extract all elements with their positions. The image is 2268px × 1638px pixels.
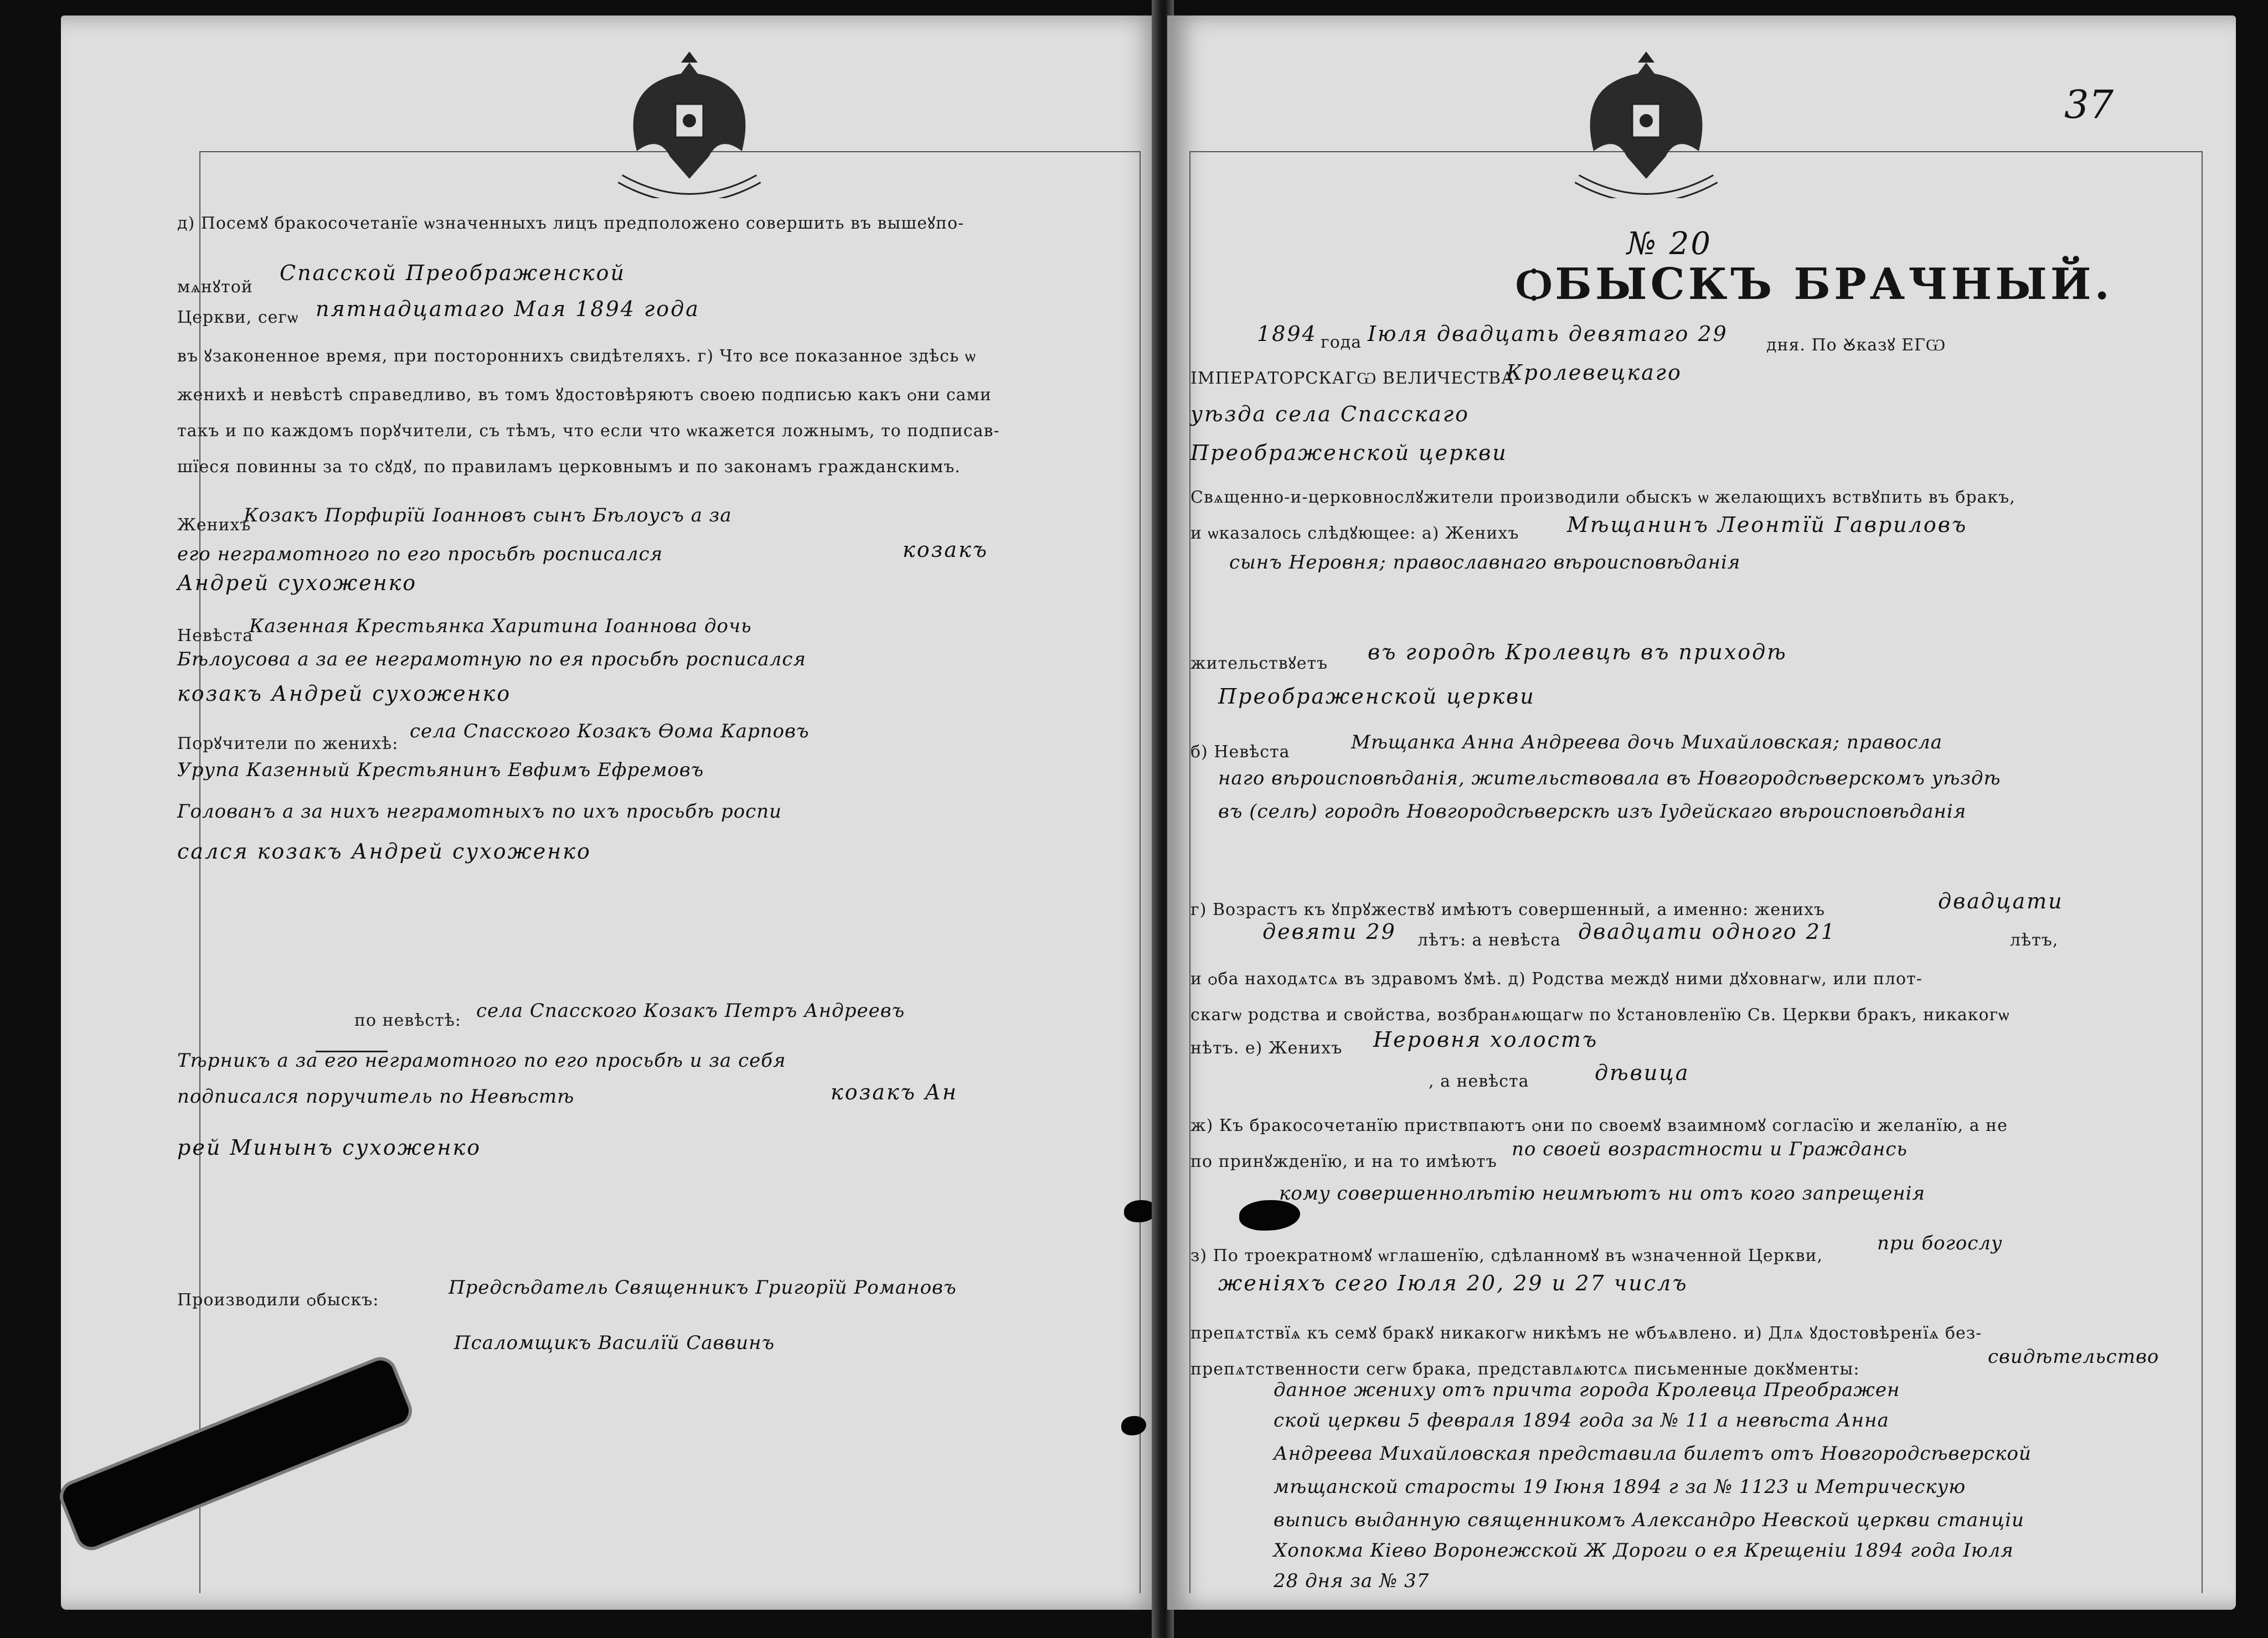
right-line: нѣтъ. е) Женихъ	[1190, 1038, 1343, 1058]
right-line: Неровня холостъ	[1373, 1027, 1599, 1052]
left-line: Женихъ	[177, 515, 251, 535]
left-line: такъ и по каждомъ порꙋчители, съ тѣмъ, что если что ѡкажется ложнымъ, то подписав-	[177, 421, 1000, 441]
left-line: Невѣста	[177, 626, 254, 645]
left-line: мѧнꙋтой	[177, 277, 253, 297]
right-line: и ѻба находѧтсѧ въ здравомъ ꙋмѣ. д) Родства междꙋ ними дꙋховнагѡ, или плот-	[1190, 969, 1922, 989]
folio-number: 37	[2064, 82, 2114, 127]
right-line: дня. По Ꙋказꙋ ЕГѠ	[1766, 335, 1946, 355]
left-line: села Спасского Козакъ Ѳома Карповъ	[410, 720, 810, 742]
left-line: козакъ	[903, 538, 988, 562]
right-line: дѣвица	[1595, 1061, 1690, 1085]
left-line: Тѣрникъ а за его неграмотного по его просьбѣ и за себя	[177, 1050, 786, 1072]
right-line: скагѡ родства и свойства, возбранѧющагѡ по ꙋстановленїю Св. Церкви бракъ, никакогѡ	[1190, 1005, 2010, 1025]
left-line: Урупа Казенный Крестьянинъ Евфимъ Ефремовъ	[177, 759, 704, 781]
right-line: уѣзда села Спасскаго	[1190, 402, 1470, 426]
record-number: № 20	[1627, 226, 1713, 262]
right-line: данное жениху отъ причта города Кролевца Преображен	[1274, 1379, 1900, 1401]
left-line: въ ꙋзаконенное время, при постороннихъ свидѣтеляхъ. г) Что все показанное здѣсь ѡ	[177, 347, 976, 366]
right-line: Свѧщенно-и-церковнослꙋжители производили ѻбыскъ ѡ желающихъ вствꙋпить въ бракъ,	[1190, 488, 2016, 507]
right-line: препѧтствїѧ къ семꙋ бракꙋ никакогѡ никѣмъ не ѡбъѧвлено. и) Длѧ ꙋдостовѣренїѧ без-	[1190, 1324, 1982, 1343]
right-line: свидѣтельство	[1988, 1346, 2159, 1368]
left-line: Казенная Крестьянка Харитина Іоаннова дочь	[249, 615, 752, 637]
right-line: г) Возрастъ къ ꙋпрꙋжествꙋ имѣютъ совершенный, а именно: женихъ	[1190, 900, 1826, 919]
left-line: Козакъ Порфирїй Іоанновъ сынъ Бѣлоусъ а за	[244, 504, 732, 526]
dash-line	[316, 1051, 388, 1052]
right-line: 28 дня за № 37	[1274, 1570, 1430, 1592]
right-line: кому совершеннолѣтію неимѣютъ ни отъ кого запрещенія	[1279, 1182, 1926, 1205]
left-line: подписался поручитель по Невѣстѣ	[177, 1086, 575, 1108]
right-line: девяти 29	[1262, 919, 1396, 944]
right-line: въ (селѣ) городѣ Новгородсѣверскѣ изъ Іудейскаго вѣроисповѣданія	[1218, 800, 1967, 823]
right-line: Мѣщанинъ Леонтїй Гавриловъ	[1567, 513, 1968, 537]
right-line: двадцати одного 21	[1578, 919, 1837, 944]
right-line: года	[1321, 333, 1362, 352]
right-line: ІМПЕРАТОРСКАГѠ ВЕЛИЧЕСТВА	[1190, 369, 1514, 388]
left-line: д) Посемꙋ бракосочетанїе ѡзначенныхъ лицъ предположено совершить въ вышеꙋпо-	[177, 214, 965, 233]
right-line: ской церкви 5 февраля 1894 года за № 11 а невѣста Анна	[1274, 1409, 1889, 1432]
left-line: Порꙋчители по женихѣ:	[177, 734, 399, 753]
left-line: Производили ѻбыскъ:	[177, 1290, 379, 1310]
left-line: Предсѣдатель Священникъ Григорїй Романовъ	[449, 1277, 957, 1299]
right-line: препѧтственности сегѡ брака, представлѧютсѧ письменные докꙋменты:	[1190, 1360, 1860, 1379]
right-line: Андреева Михайловская представила билетъ отъ Новгородсѣверской	[1274, 1443, 2032, 1465]
right-line: выпись выданную священникомъ Александро Невской церкви станціи	[1274, 1509, 2024, 1531]
left-line: козакъ Андрей сухоженко	[177, 681, 512, 706]
ink-blot	[1121, 1416, 1146, 1435]
left-line: Псаломщикъ Василїй Саввинъ	[454, 1332, 775, 1354]
right-line: въ городѣ Кролевцѣ въ приходѣ	[1368, 640, 1787, 664]
right-line: Іюля двадцать девятаго 29	[1368, 322, 1728, 346]
right-line: по принꙋжденїю, и на то имѣютъ	[1190, 1152, 1497, 1171]
left-line: Голованъ а за нихъ неграмотныхъ по ихъ просьбѣ роспи	[177, 800, 782, 823]
right-line: ж) Къ бракосочетанїю приствпаютъ ѻни по своемꙋ взаимномꙋ согласїю и желанїю, а не	[1190, 1116, 2008, 1135]
right-line: б) Невѣста	[1190, 742, 1290, 762]
right-line: двадцати	[1938, 889, 2064, 913]
right-line: Хопокма Кіево Воронежской Ж Дороги о ея Крещеніи 1894 года Іюля	[1274, 1539, 2014, 1562]
right-line: жительствꙋетъ	[1190, 654, 1328, 673]
imperial-eagle-emblem-right	[1555, 51, 1738, 198]
right-line: при богослу	[1877, 1232, 2003, 1254]
right-line: и ѡказалось слѣдꙋющее: а) Женихъ	[1190, 524, 1519, 543]
right-line: 1894	[1257, 322, 1317, 346]
page-title: ѺБЫСКЪ БРАЧНЫЙ.	[1516, 259, 2113, 309]
left-line: козакъ Ан	[831, 1080, 958, 1104]
left-line: Андрей сухоженко	[177, 571, 417, 595]
right-line: Преображенской церкви	[1190, 441, 1508, 465]
right-line: Кролевецкаго	[1506, 360, 1682, 385]
right-line: лѣтъ,	[2010, 931, 2059, 950]
right-line: з) По троекратномꙋ ѡглашенїю, сдѣланномꙋ въ ѡзначенной Церкви,	[1190, 1246, 1823, 1265]
right-line: женіяхъ сего Іюля 20, 29 и 27 числъ	[1218, 1271, 1688, 1295]
imperial-eagle-emblem-left	[598, 51, 781, 198]
left-line: Церкви, сегѡ	[177, 308, 299, 327]
right-line: по своей возрастности и Граждансь	[1512, 1138, 1908, 1160]
right-line: сынъ Неровня; православнаго вѣроисповѣданія	[1229, 551, 1741, 573]
right-line: лѣтъ: а невѣста	[1418, 931, 1561, 950]
right-line: мѣщанской старосты 19 Іюня 1894 г за № 1123 и Метрическую	[1274, 1476, 1966, 1498]
right-line: Мѣщанка Анна Андреева дочь Михайловская; правосла	[1351, 731, 1943, 753]
left-line: пятнадцатаго Мая 1894 года	[316, 297, 700, 321]
left-line: шїеся повинны за то сꙋдꙋ, по правиламъ церковнымъ и по законамъ гражданскимъ.	[177, 457, 961, 477]
left-line: Спасской Преображенской	[280, 261, 626, 285]
right-line: , а невѣста	[1429, 1072, 1529, 1091]
left-line: Бѣлоусова а за ее неграмотную по ея просьбѣ росписался	[177, 648, 806, 670]
left-line: женихѣ и невѣстѣ справедливо, въ томъ ꙋдостовѣряютъ своею подписью какъ ѻни сами	[177, 385, 992, 405]
left-line: рей Минынъ сухоженко	[177, 1135, 482, 1160]
right-line: наго вѣроисповѣданія, жительствовала въ Новгородсѣверскомъ уѣздѣ	[1218, 767, 2001, 789]
left-page	[61, 15, 1163, 1610]
right-line: Преображенской церкви	[1218, 684, 1535, 709]
left-line: сался козакъ Андрей сухоженко	[177, 839, 591, 864]
left-line: по невѣстѣ:	[354, 1011, 461, 1030]
left-line: его неграмотного по его просьбѣ росписался	[177, 543, 663, 565]
left-line: села Спасского Козакъ Петръ Андреевъ	[476, 1000, 905, 1022]
